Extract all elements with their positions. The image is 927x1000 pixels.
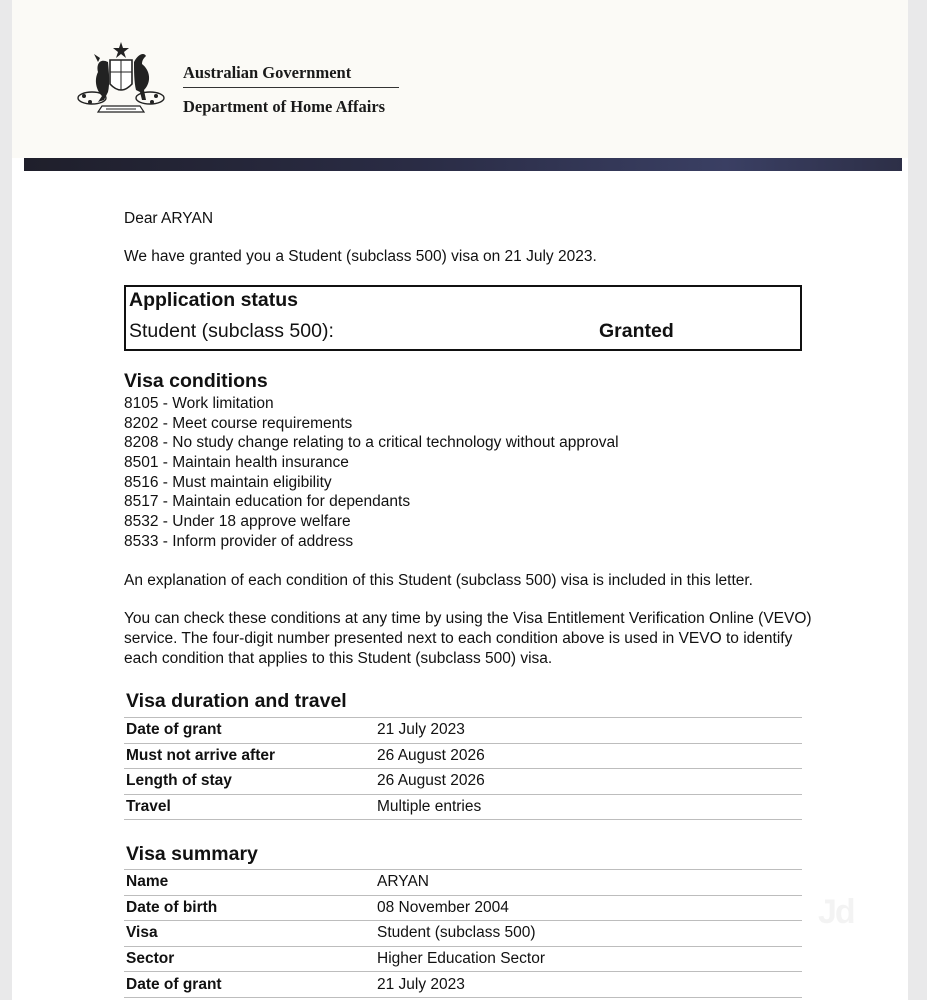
row-label: Travel [124, 794, 375, 820]
row-value: 26 August 2026 [375, 769, 802, 795]
condition-item: 8517 - Maintain education for dependants [124, 493, 411, 511]
condition-item: 8105 - Work limitation [124, 395, 274, 412]
row-value: Higher Education Sector [375, 946, 802, 972]
letter-header [12, 0, 908, 158]
government-name: Australian Government [183, 63, 352, 82]
visa-summary-table [124, 869, 802, 998]
conditions-explanation: An explanation of each condition of this Student (subclass 500) visa is included in this letter. [124, 572, 753, 589]
watermark: Jd [818, 893, 854, 931]
visa-summary-title: Visa summary [126, 843, 258, 865]
visa-grant-letter [12, 0, 908, 1000]
row-value: ARYAN [375, 870, 802, 896]
row-value: 21 July 2023 [375, 972, 802, 998]
table-row [124, 718, 802, 744]
vevo-note: You can check these conditions at any time by using the Visa Entitlement Verification Online (VEVO) service. The four-digit number presented next to each condition above is used in VEVO to identify each condition that applies to this Student (subclass 500) visa. [124, 610, 812, 667]
row-value: 26 August 2026 [375, 743, 802, 769]
application-status-value: Granted [599, 320, 674, 342]
table-row [124, 972, 802, 998]
table-row [124, 769, 802, 795]
duration-travel-table [124, 717, 802, 820]
condition-item: 8501 - Maintain health insurance [124, 454, 349, 472]
header-band [24, 158, 902, 171]
row-label: Date of birth [124, 895, 375, 921]
visa-conditions-title: Visa conditions [124, 370, 268, 392]
row-label: Name [124, 870, 375, 896]
intro-line: We have granted you a Student (subclass 500) visa on 21 July 2023. [124, 248, 597, 265]
condition-item: 8533 - Inform provider of address [124, 532, 354, 550]
table-row [124, 870, 802, 896]
table-row [124, 946, 802, 972]
table-row [124, 921, 802, 947]
row-label: Visa [124, 921, 375, 947]
header-divider [183, 87, 399, 88]
row-label: Date of grant [124, 718, 375, 744]
table-row [124, 743, 802, 769]
condition-item: 8532 - Under 18 approve welfare [124, 513, 351, 531]
department-name: Department of Home Affairs [183, 97, 386, 116]
greeting: Dear ARYAN [124, 210, 214, 227]
row-label: Length of stay [124, 769, 375, 795]
application-status-visa: Student (subclass 500): [129, 320, 334, 342]
row-value: 08 November 2004 [375, 895, 802, 921]
application-status-title: Application status [129, 289, 299, 311]
row-value: Student (subclass 500) [375, 921, 802, 947]
row-label: Sector [124, 946, 375, 972]
row-label: Must not arrive after [124, 743, 375, 769]
coat-of-arms-icon [72, 40, 170, 120]
application-status-box [124, 285, 802, 351]
condition-item: 8202 - Meet course requirements [124, 414, 353, 432]
table-row [124, 895, 802, 921]
table-row [124, 794, 802, 820]
row-value: Multiple entries [375, 794, 802, 820]
row-label: Date of grant [124, 972, 375, 998]
condition-item: 8208 - No study change relating to a critical technology without approval [124, 434, 619, 452]
row-value: 21 July 2023 [375, 718, 802, 744]
condition-item: 8516 - Must maintain eligibility [124, 473, 332, 491]
duration-travel-title: Visa duration and travel [126, 690, 347, 712]
visa-conditions-list [124, 394, 619, 552]
